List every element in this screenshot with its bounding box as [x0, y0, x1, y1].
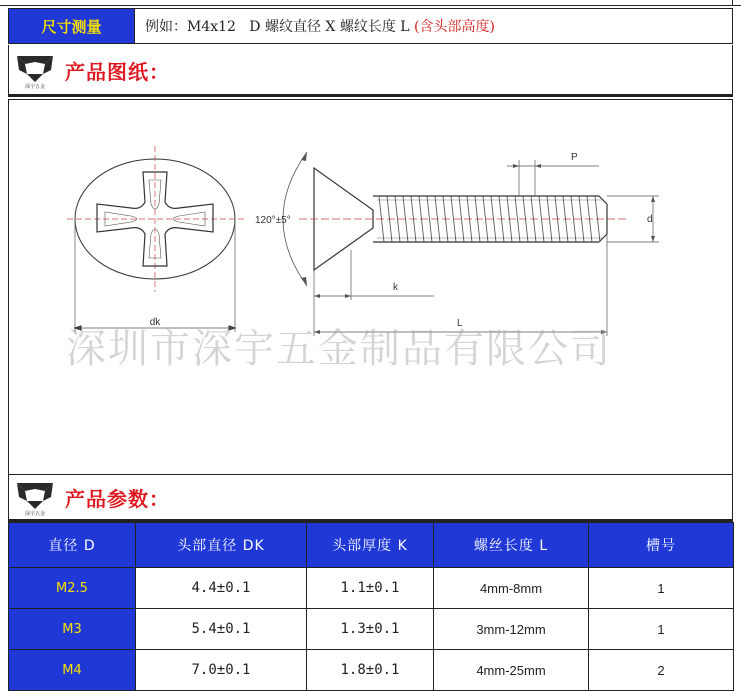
dim-d-label: d [647, 214, 653, 225]
size-measure-example [135, 9, 495, 43]
parameter-table [8, 522, 734, 691]
header-head-diameter: 头部直径 DK [136, 523, 307, 568]
size-measure-label: 尺寸测量 [9, 9, 135, 43]
cell-head-diameter: 5.4±0.1 [136, 609, 307, 650]
cell-screw-length: 4mm-25mm [434, 650, 589, 691]
cell-head-diameter: 4.4±0.1 [136, 568, 307, 609]
cell-screw-length: 4mm-8mm [434, 568, 589, 609]
params-section-header [8, 475, 733, 519]
header-diameter: 直径 D [9, 523, 136, 568]
params-section-title: 产品参数： [65, 486, 170, 511]
cell-head-thickness: 1.1±0.1 [307, 568, 434, 609]
top-border [0, 0, 741, 6]
cell-head-thickness: 1.3±0.1 [307, 609, 434, 650]
cell-slot-number: 1 [589, 609, 734, 650]
header-slot-number: 槽号 [589, 523, 734, 568]
header-head-thickness: 头部厚度 K [307, 523, 434, 568]
cell-diameter: M3 [9, 609, 136, 650]
dim-dk-label: dk [149, 317, 161, 328]
table-header-row [9, 523, 734, 568]
size-measure-row [8, 8, 733, 44]
table-row [9, 609, 734, 650]
logo-caption: 深宇五金 [24, 84, 46, 90]
size-example-note: (含头部高度) [414, 19, 495, 35]
header-screw-length: 螺丝长度 L [434, 523, 589, 568]
dim-k-label: k [393, 282, 398, 293]
company-watermark: 深圳市深宇五金制品有限公司 [66, 326, 612, 372]
cell-slot-number: 1 [589, 568, 734, 609]
table-row [9, 650, 734, 691]
dim-p-label: P [571, 152, 578, 163]
cell-head-thickness: 1.8±0.1 [307, 650, 434, 691]
table-row [9, 568, 734, 609]
cell-diameter: M2.5 [9, 568, 136, 609]
technical-drawing [8, 99, 733, 475]
cell-head-diameter: 7.0±0.1 [136, 650, 307, 691]
cell-screw-length: 3mm-12mm [434, 609, 589, 650]
screw-drawing-svg [9, 100, 732, 474]
drawing-section-title: 产品图纸： [65, 59, 170, 84]
company-logo-icon [15, 477, 55, 517]
drawing-header-rule [8, 94, 733, 97]
dim-l-label: L [457, 318, 463, 329]
logo-caption: 深宇五金 [24, 511, 46, 517]
cell-diameter: M4 [9, 650, 136, 691]
screw-side-view [283, 152, 659, 336]
size-example-text: 例如：M4x12 D 螺纹直径 X 螺纹长度 L [145, 19, 415, 35]
angle-label: 120°±5° [255, 215, 291, 226]
company-logo-icon [15, 50, 55, 90]
head-front-view [67, 146, 245, 332]
drawing-section-header [8, 45, 733, 95]
cell-slot-number: 2 [589, 650, 734, 691]
